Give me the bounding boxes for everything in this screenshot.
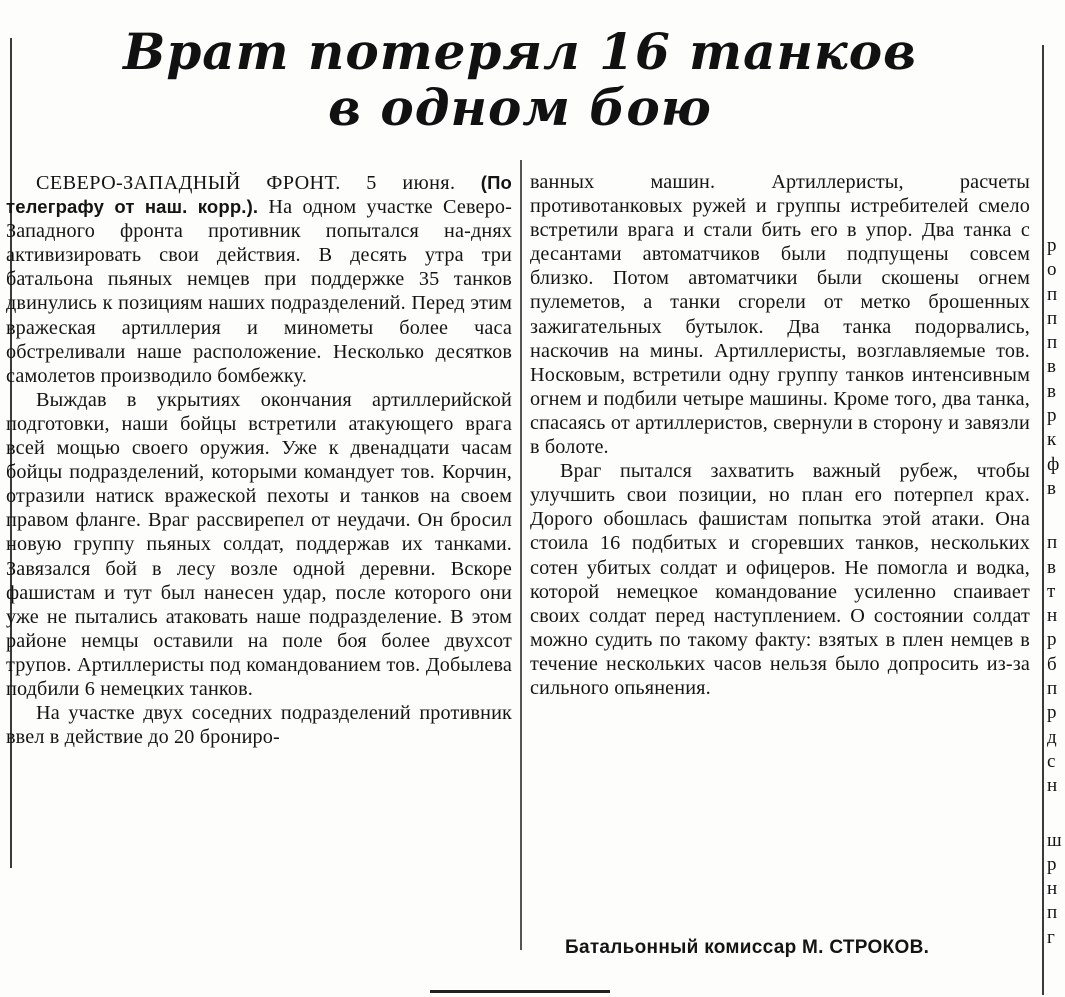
- edge-letter: р: [1047, 235, 1057, 256]
- edge-letter: п: [1047, 532, 1058, 554]
- edge-letter: о: [1047, 259, 1057, 281]
- dateline: СЕВЕРО-ЗАПАДНЫЙ ФРОНТ. 5 июня.: [36, 172, 456, 194]
- edge-letter: п: [1047, 283, 1058, 305]
- edge-letter: р: [1047, 405, 1057, 427]
- paragraph-1: [6, 171, 512, 388]
- edge-letter: н: [1047, 775, 1058, 797]
- article-column-left: [6, 171, 512, 749]
- neighbouring-column-fragment: [1047, 234, 1065, 950]
- middle-column-rule: [520, 160, 522, 950]
- edge-letter: в: [1047, 380, 1056, 402]
- edge-letter: к: [1047, 429, 1057, 451]
- edge-letter: п: [1047, 678, 1058, 700]
- edge-letter: ш: [1047, 829, 1062, 851]
- edge-letter: д: [1047, 726, 1057, 748]
- edge-letter: п: [1047, 902, 1058, 924]
- paragraph-3-continued: ванных машин. Артиллеристы, расчеты противотанковых ружей и группы истребителей смело встретили врага и стали бить его в упор. Два танка с десантами автоматчиков были подпущены совсем близко. Потом автоматчики были скошены огнем пулеметов, а танки сгорели от метко брошенных зажигательных бутылок. Два танка подорвались, наскочив на мины. Артиллеристы, возглавляемые тов. Носковым, встретили одну группу танков интенсивным огнем и подбили четыре машины. Кроме того, два танка, спасаясь от артиллеристов, свернули в сторону и завязли в болоте.: [530, 171, 1030, 459]
- paragraph-3-start: На участке двух соседних подразделений противник ввел в действие до 20 брониро-: [6, 702, 512, 749]
- edge-letter: н: [1047, 878, 1058, 900]
- edge-letter: п: [1047, 307, 1058, 329]
- paragraph-4: Враг пытался захватить важный рубеж, чтобы улучшить свои позиции, но план его потерпел крах. Дорого обошлась фашистам попытка этой атаки. Она стоила 16 подбитых и сгоревших танков, нескольких сотен убитых солдат и офицеров. Не помогла и водка, которой немецкое командование усиленно спаивает своих солдат перед наступлением. О состоянии солдат можно судить по такому факту: взятых в плен немцев в течение нескольких часов нельзя было допросить из-за сильного опьянения.: [530, 460, 1030, 699]
- edge-letter: р: [1047, 853, 1057, 875]
- paragraph-2: Выждав в укрытиях окончания артиллерийской подготовки, наши бойцы встретили атакующего врага всей мощью своего оружия. Уже к двенадцати часам бойцы подразделений, которыми командует тов. Корчин, отразили натиск вражеской пехоты и танков на своем правом фланге. Враг рассвирепел от неудачи. Он бросил новую группу пьяных солдат, поддержав их танками. Завязался бой в лесу возле одной деревни. Вскоре фашистам и тут был нанесен удар, после которого они уже не пытались атаковать наше подразделение. В этом районе немцы оставили на поле боя более двухсот трупов. Артиллеристы под командованием тов. Добылева подбили 6 немецких танков.: [6, 388, 512, 700]
- headline-line-1: Врат потерял 16 танков: [123, 22, 917, 81]
- edge-letter: ф: [1047, 453, 1060, 475]
- paragraph-1-text: На одном участке Северо-Западного фронта противник попытался на-днях активизировать свои действия. В десять утра три батальона пьяных немцев при поддержке 35 танков двинулись к позициям наших подразделений. Перед этим вражеская артиллерия и минометы более часа обстреливали наше расположение. Несколько десятков самолетов производило бомбежку.: [6, 196, 512, 387]
- edge-letter: в: [1047, 356, 1056, 378]
- edge-gap: [1047, 501, 1065, 531]
- correspondent-byline: (По телеграфу от наш. корр.).: [6, 172, 512, 218]
- author-signature: Батальонный комиссар М. СТРОКОВ.: [565, 937, 930, 958]
- edge-gap: [1047, 799, 1065, 829]
- edge-letter: р: [1047, 702, 1057, 724]
- edge-letter: в: [1047, 556, 1056, 578]
- edge-letter: п: [1047, 332, 1058, 354]
- article-column-right: [530, 170, 1030, 700]
- edge-letter: в: [1047, 477, 1056, 499]
- edge-letter: т: [1047, 580, 1056, 602]
- edge-letter: г: [1047, 926, 1055, 948]
- edge-letter: с: [1047, 750, 1056, 772]
- right-column-rule: [1042, 45, 1044, 995]
- edge-letter: б: [1047, 653, 1057, 675]
- edge-letter: р: [1047, 629, 1057, 651]
- edge-letter: н: [1047, 605, 1058, 627]
- article-headline: [30, 24, 1010, 136]
- bottom-rule: [430, 990, 610, 993]
- headline-line-2: в одном бою: [328, 78, 712, 137]
